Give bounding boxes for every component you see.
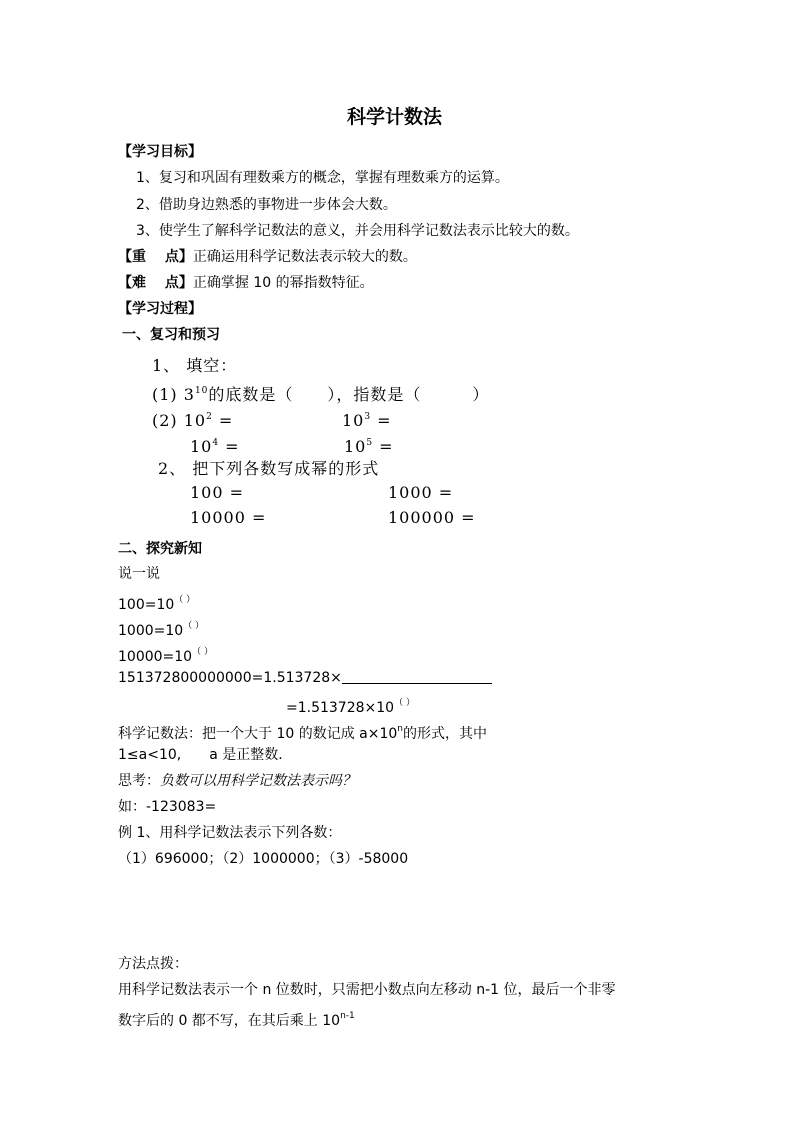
equals-sign: = bbox=[219, 437, 240, 456]
answer-blank bbox=[342, 669, 492, 684]
long-number-line2 bbox=[286, 694, 415, 717]
exponent: n bbox=[397, 724, 404, 734]
exponent-blank: （ ） bbox=[192, 647, 213, 657]
power-form-item: 100000 = bbox=[388, 508, 476, 527]
objectives-heading: 【学习目标】 bbox=[118, 144, 202, 160]
example-1-items: （1）696000；（2）1000000；（3）-58000 bbox=[118, 851, 409, 867]
explore-heading: 二、探究新知 bbox=[118, 541, 202, 557]
power-example bbox=[118, 643, 213, 666]
equals-sign: = bbox=[371, 411, 392, 430]
key-point bbox=[118, 248, 417, 266]
objective-item: 3、使学生了解科学记数法的意义，并会用科学记数法表示比较大的数。 bbox=[136, 223, 579, 239]
think-question bbox=[118, 772, 356, 790]
page-title: 科学计数法 bbox=[347, 106, 443, 128]
power-example bbox=[118, 591, 195, 614]
power-base: 10 bbox=[344, 437, 367, 456]
method-text: 用科学记数法表示一个 n 位数时，只需把小数点向左移动 n-1 位，最后一个非零 bbox=[118, 982, 616, 998]
difficult-point-text: 正确掌握 10 的幂指数特征。 bbox=[192, 275, 374, 291]
exponent-blank: （ ） bbox=[183, 621, 205, 631]
such-as: 如：-123083= bbox=[118, 799, 217, 815]
think-label: 思考： bbox=[118, 773, 160, 789]
example-text: 100=10 bbox=[118, 597, 175, 613]
power-form-label: 2、 把下列各数写成幂的形式 bbox=[158, 459, 380, 478]
difficult-point bbox=[118, 274, 374, 292]
process-heading: 【学习过程】 bbox=[118, 301, 202, 317]
equals-sign: = bbox=[212, 411, 234, 430]
method-heading: 方法点拨： bbox=[118, 956, 188, 972]
exponent: 4 bbox=[212, 438, 220, 448]
exponent: n-1 bbox=[340, 1011, 355, 1021]
difficult-point-label: 【难 点】 bbox=[118, 275, 193, 291]
power-item bbox=[342, 408, 392, 430]
power-item bbox=[344, 434, 394, 456]
review-heading: 一、复习和预习 bbox=[122, 327, 220, 343]
say-label: 说一说 bbox=[118, 566, 160, 582]
exponent: 2 bbox=[206, 412, 213, 422]
definition-condition: 1≤a<10, a 是正整数. bbox=[118, 747, 283, 763]
power-example bbox=[118, 617, 204, 640]
definition bbox=[118, 720, 487, 743]
power-base: (2) 10 bbox=[152, 411, 207, 430]
power-item bbox=[152, 408, 233, 430]
power-expression: (1) 3 bbox=[152, 385, 195, 404]
method-text-2 bbox=[118, 1007, 355, 1030]
example-1: 例 1、用科学记数法表示下列各数： bbox=[118, 825, 342, 841]
definition-text: 的形式，其中 bbox=[403, 726, 488, 742]
definition-text: 科学记数法：把一个大于 10 的数记成 a×10 bbox=[118, 726, 398, 742]
exponent: 5 bbox=[366, 438, 374, 448]
objective-item: 1、复习和巩固有理数乘方的概念，掌握有理数乘方的运算。 bbox=[136, 170, 509, 186]
key-point-text: 正确运用科学记数法表示较大的数。 bbox=[192, 249, 417, 265]
example-text: 1000=10 bbox=[118, 623, 184, 639]
exponent: 10 bbox=[194, 386, 209, 396]
exponent-blank: （ ） bbox=[174, 595, 196, 605]
question-text: 的底数是（ ），指数是（ ） bbox=[208, 385, 490, 404]
think-text: 负数可以用科学记数法表示吗？ bbox=[160, 773, 356, 789]
equals-sign: = bbox=[373, 437, 394, 456]
fill-blank-label: 1、 填空： bbox=[152, 356, 238, 375]
power-form-item: 1000 = bbox=[388, 483, 454, 502]
fill-blank-line1 bbox=[152, 382, 489, 404]
objective-item: 2、借助身边熟悉的事物进一步体会大数。 bbox=[136, 197, 397, 213]
long-number-line bbox=[118, 669, 492, 687]
example-text: 10000=10 bbox=[118, 649, 193, 665]
long-number-expression: =1.513728×10 bbox=[286, 700, 395, 716]
power-form-item: 100 = bbox=[190, 483, 245, 502]
exponent-blank: （ ） bbox=[394, 698, 415, 708]
key-point-label: 【重 点】 bbox=[118, 249, 193, 265]
exponent: 3 bbox=[364, 412, 372, 422]
long-number: 151372800000000=1.513728× bbox=[118, 670, 342, 686]
power-base: 10 bbox=[190, 437, 213, 456]
power-form-item: 10000 = bbox=[190, 508, 267, 527]
power-item bbox=[190, 434, 240, 456]
power-base: 10 bbox=[342, 411, 365, 430]
method-text: 数字后的 0 都不写，在其后乘上 10 bbox=[118, 1013, 341, 1029]
